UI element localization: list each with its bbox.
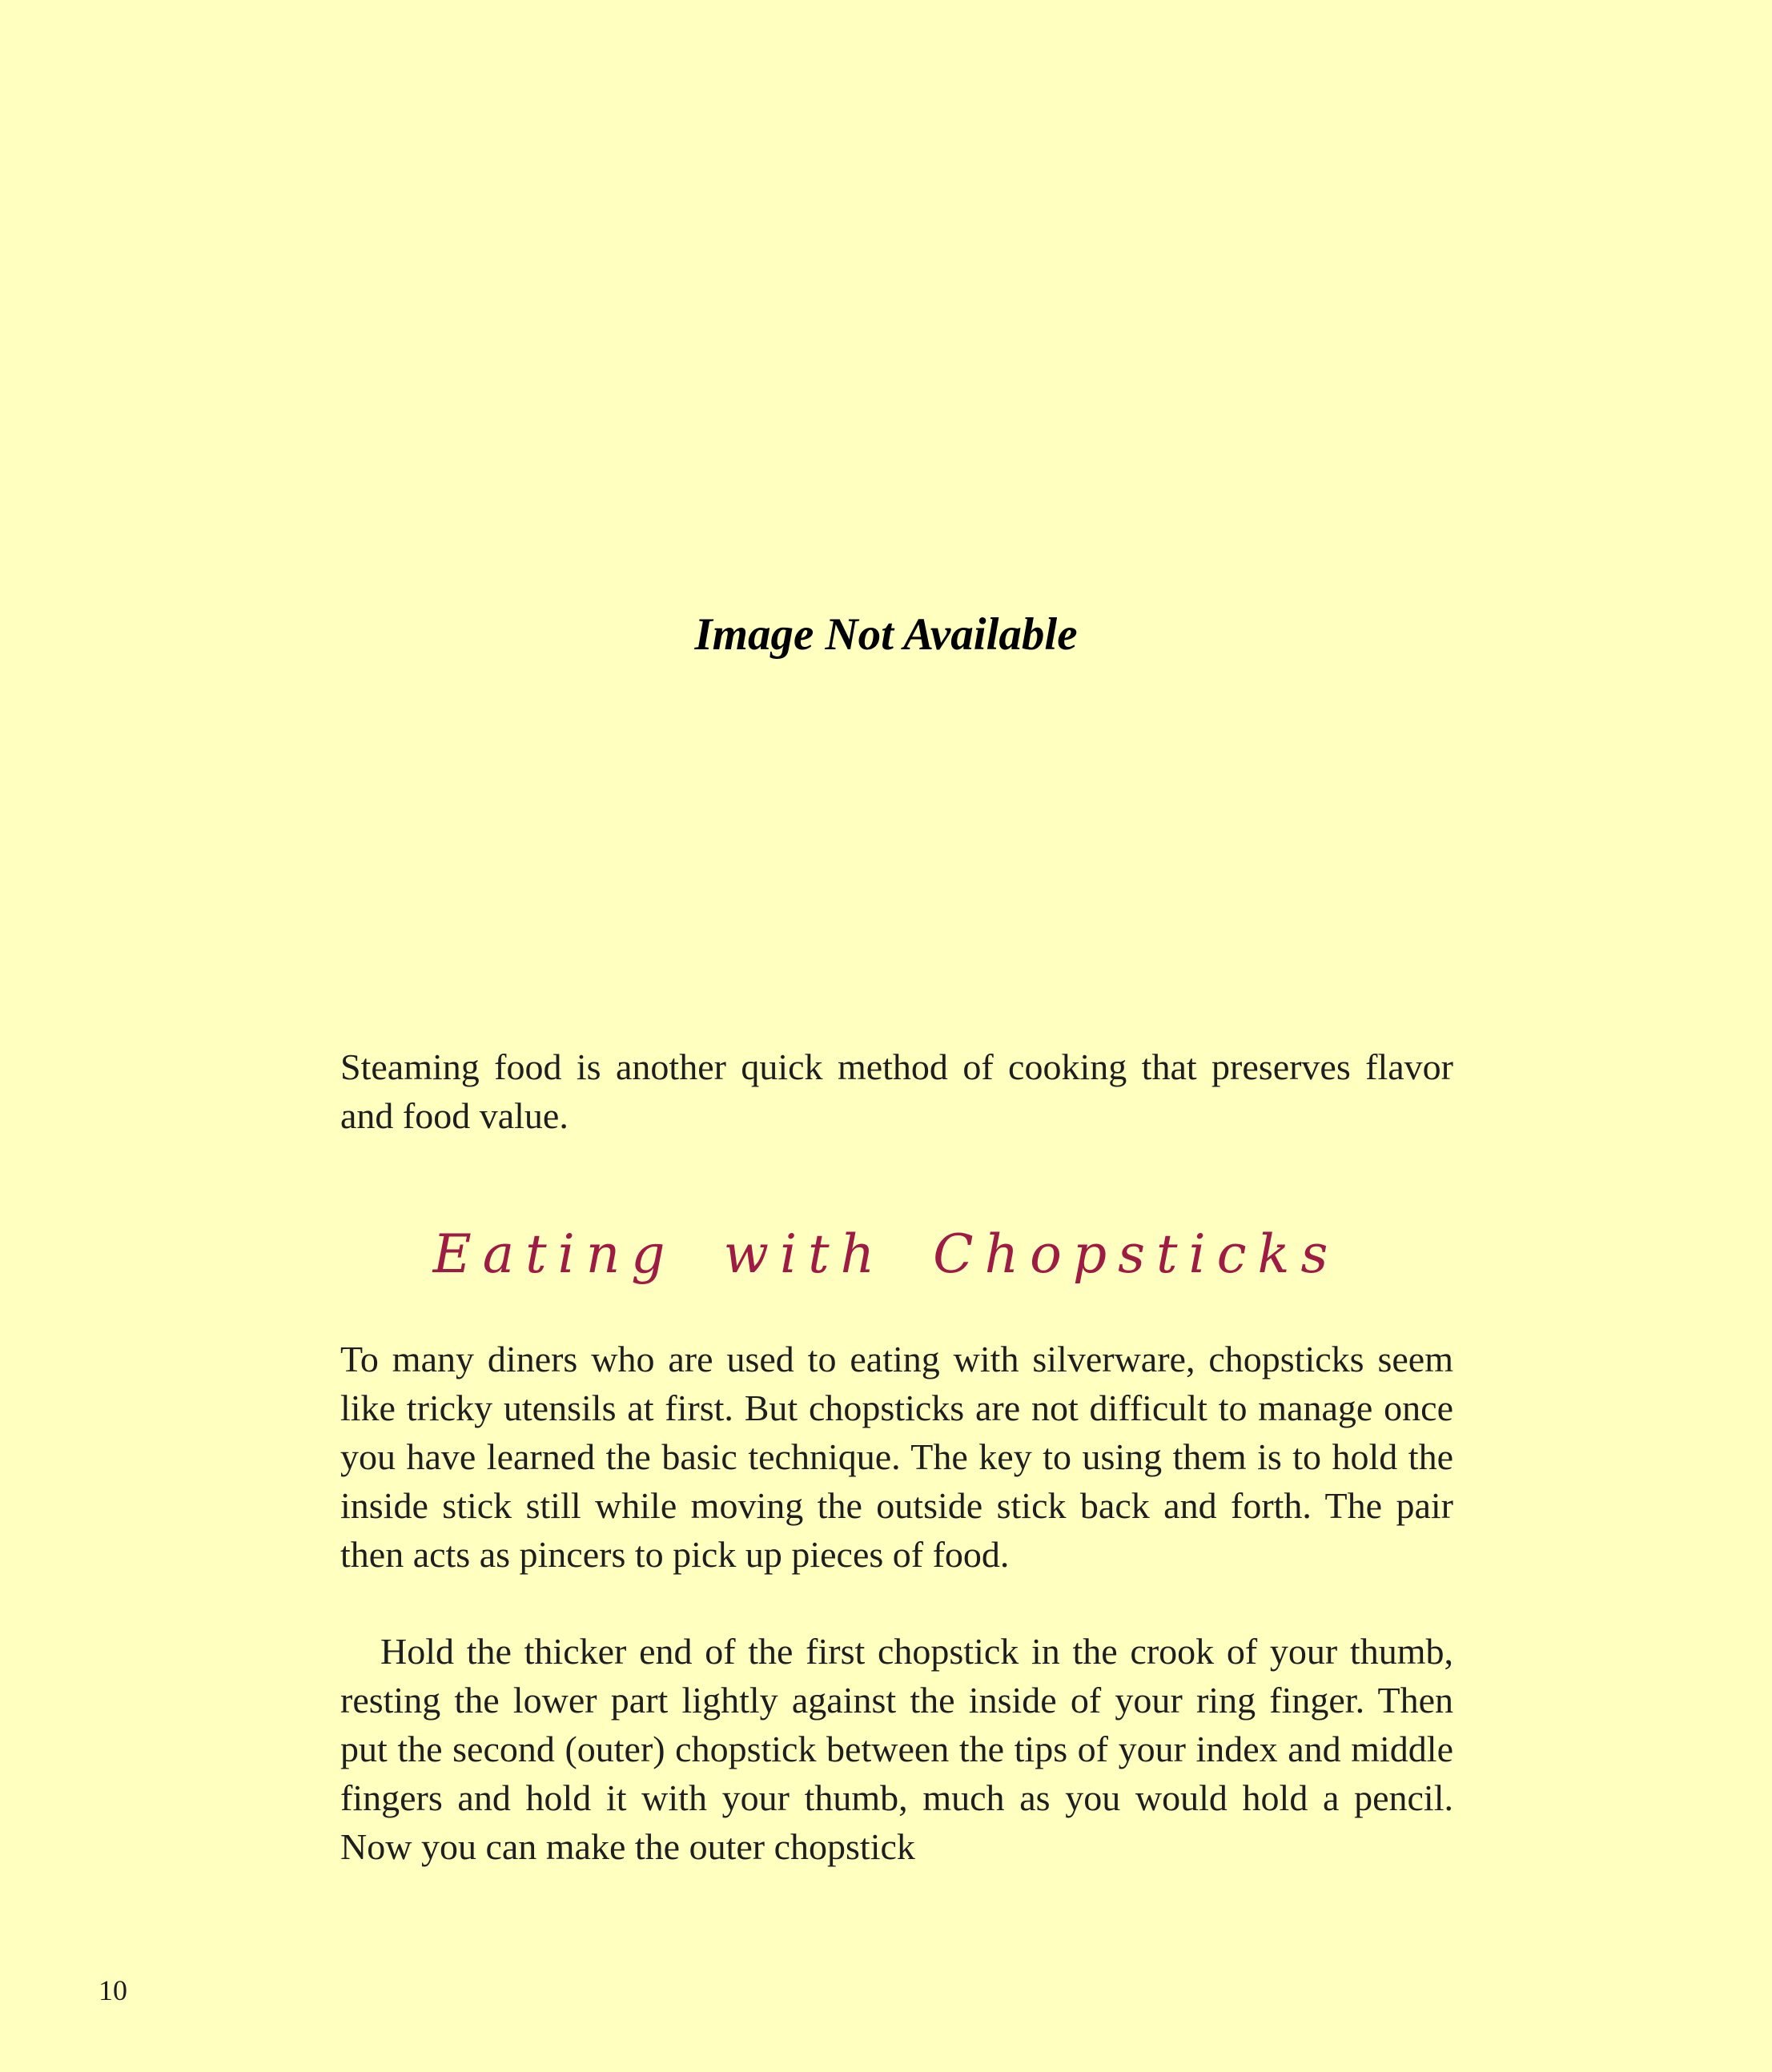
chopsticks-intro-paragraph: To many diners who are used to eating with silverware, chopsticks seem like tricky utensils at first. But chopsticks are not difficult to manage once you have learned the basic technique. The key to using them is to hold the inside stick still while moving the outside stick back and forth. The pair then acts as pincers to pick up pieces of food. (340, 1339, 1453, 1575)
hold-instructions-paragraph: Hold the thicker end of the first chopstick in the crook of your thumb, resting the lower part lightly against the inside of your ring finger. Then put the second (outer) chopstick between the tips of your index and middle fingers and hold it with your thumb, much as you would hold a pencil. Now you can make the outer chopstick (340, 1631, 1453, 1867)
section-title: Eating with Chopsticks (432, 1223, 1340, 1285)
image-not-available-placeholder: Image Not Available (694, 609, 1078, 660)
steaming-paragraph: Steaming food is another quick method of cooking that preserves flavor and food value. (340, 1046, 1453, 1136)
page-number: 10 (98, 1974, 127, 2006)
